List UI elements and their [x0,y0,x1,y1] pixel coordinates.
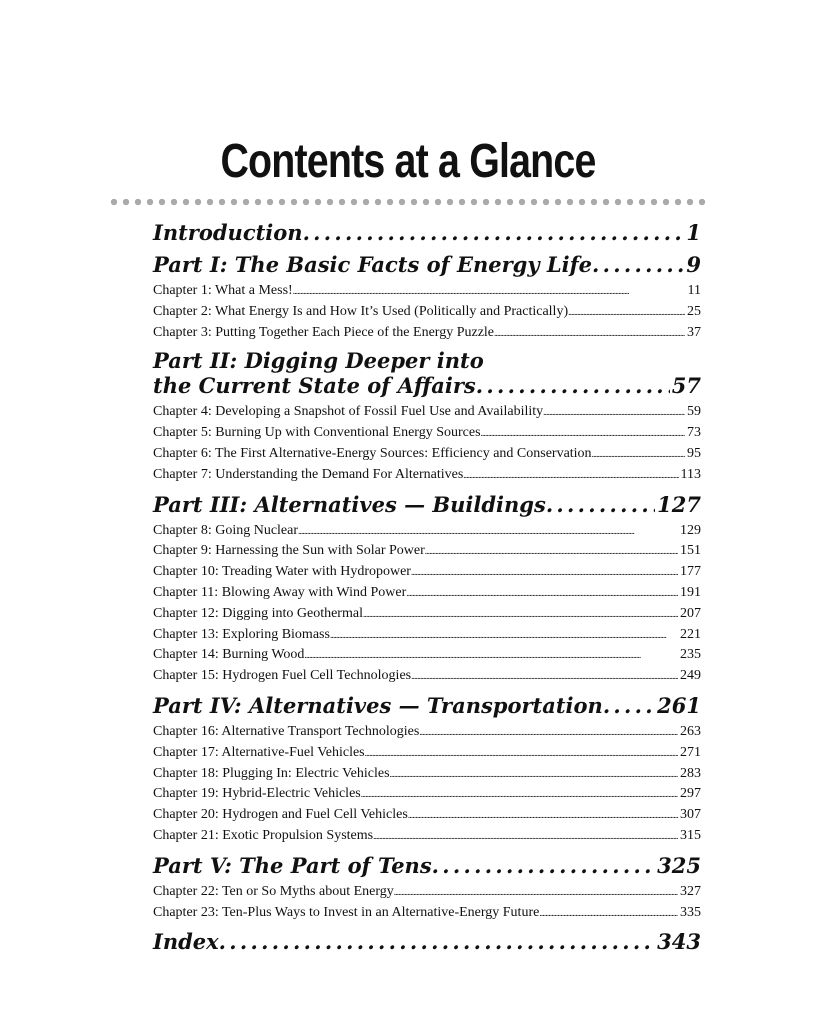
toc-part-label: Part V: The Part of Tens [153,852,432,878]
toc-page-number: 207 [680,605,701,621]
toc-chapter[interactable] [153,302,701,323]
dot-leader [394,882,678,903]
toc-page-number: 315 [680,827,701,843]
toc-chapter[interactable] [153,903,701,924]
toc-chapter-label: Chapter 17: Alternative-Fuel Vehicles [153,744,365,760]
toc-chapter[interactable] [153,444,701,465]
dot-leader [603,693,655,719]
toc-page-number: 151 [680,543,701,559]
dot-leader [390,764,678,785]
dot-leader [432,853,656,879]
dot-leader [568,302,685,323]
toc-chapter-label: Chapter 16: Alternative Transport Technologies [153,723,420,739]
dot-leader [546,492,655,518]
dot-leader [411,666,678,687]
dot-leader [592,444,685,465]
toc-page-number: 9 [686,252,701,277]
toc-chapter-label: Chapter 15: Hydrogen Fuel Cell Technologies [153,668,412,684]
toc-chapter[interactable] [153,465,701,486]
toc-page-number: 59 [687,404,701,420]
toc-chapter[interactable] [153,784,701,805]
toc-page-number: 307 [680,807,701,823]
toc-chapter-label: Chapter 1: What a Mess! [153,283,293,298]
toc-page-number: 73 [687,425,701,441]
toc-page-number: 127 [657,491,701,517]
toc-chapter[interactable] [153,583,701,604]
dot-leader [406,583,678,604]
toc-chapter[interactable] [153,722,701,743]
toc-chapter[interactable] [153,764,701,785]
toc-part-label: Part III: Alternatives — Buildings [153,491,546,517]
toc-chapter-label: Chapter 13: Exploring Biomass [153,626,330,642]
dot-leader [543,402,685,423]
dot-leader [330,625,678,646]
toc-chapter[interactable] [153,743,701,764]
toc-chapter[interactable] [153,423,701,444]
toc-page-number: 191 [680,584,701,600]
dot-leader [361,784,678,805]
toc-page-number: 297 [680,786,701,802]
toc-part-5[interactable] [153,853,701,879]
toc-chapter[interactable] [153,562,701,583]
toc-chapter[interactable] [153,402,701,423]
toc-chapter-list [153,402,701,485]
toc-part-label: Index [153,929,219,955]
toc-page-number: 283 [680,765,701,781]
toc-chapter-label: Chapter 9: Harnessing the Sun with Solar Power [153,543,425,559]
toc-chapter-label: Chapter 8: Going Nuclear [153,522,299,538]
page-title: Contents at a Glance [220,135,596,188]
dot-leader [365,743,678,764]
dot-leader [481,423,685,444]
toc-page-number: 325 [657,852,701,878]
toc-chapter-label: Chapter 10: Treading Water with Hydropower [153,564,411,580]
toc-chapter-label: Chapter 3: Putting Together Each Piece of the Energy Puzzle [153,324,495,340]
toc-page-number: 95 [687,445,701,461]
toc-part-label: Introduction [153,220,303,245]
toc-chapter-label: Chapter 22: Ten or So Myths about Energy [153,883,394,899]
dot-leader [219,929,656,955]
toc-chapter-label: Chapter 14: Burning Wood [153,647,305,663]
toc-chapter-label: Chapter 4: Developing a Snapshot of Fossil Fuel Use and Availability [153,404,544,420]
toc-page-number: 57 [671,373,701,399]
toc-part-label-line2-row [153,373,701,399]
dotted-divider [108,197,708,207]
toc-page-number: 235 [680,647,701,663]
toc-chapter-label: Chapter 2: What Energy Is and How It’s Used (Politically and Practically) [153,303,569,319]
toc-chapter[interactable] [153,541,701,562]
toc-chapter-label: Chapter 23: Ten-Plus Ways to Invest in an Alternative-Energy Future [153,904,540,920]
dot-leader [303,220,685,246]
dot-leader [411,562,678,583]
dot-leader [476,373,670,399]
toc-page-number: 261 [657,692,701,718]
toc-page-number: 1 [686,220,701,245]
table-of-contents [153,220,701,955]
toc-page-number: 113 [680,466,701,482]
toc-part-4[interactable] [153,693,701,719]
toc-chapter-label: Chapter 5: Burning Up with Conventional Energy Sources [153,425,481,441]
toc-page-number: 221 [680,626,701,642]
toc-chapter[interactable] [153,666,701,687]
dot-leader [425,541,678,562]
toc-part-introduction[interactable] [153,220,701,246]
toc-page-number: 177 [680,564,701,580]
toc-page-number: 271 [680,744,701,760]
dot-leader [304,645,678,666]
toc-chapter[interactable] [153,882,701,903]
toc-chapter[interactable] [153,826,701,847]
toc-page-number: 129 [680,522,701,538]
toc-chapter-label: Chapter 20: Hydrogen and Fuel Cell Vehicles [153,807,408,823]
dot-leader [363,604,678,625]
toc-part-label-line1: Part II: Digging Deeper into [153,348,484,374]
toc-chapter-label: Chapter 18: Plugging In: Electric Vehicles [153,765,390,781]
toc-part-label: Part I: The Basic Facts of Energy Life [153,252,592,277]
toc-part-3[interactable] [153,492,701,518]
toc-page-number: 25 [687,303,701,319]
toc-chapter-label: Chapter 21: Exotic Propulsion Systems [153,827,374,843]
toc-page-number: 343 [657,929,701,955]
toc-chapter-list [153,281,701,343]
toc-part-label: Part IV: Alternatives — Transportation [153,692,603,718]
dot-leader [539,903,678,924]
toc-chapter[interactable] [153,645,701,666]
toc-chapter-list [153,882,701,924]
dot-leader [293,281,686,302]
toc-page-number: 37 [687,324,701,340]
toc-chapter-label: Chapter 6: The First Alternative-Energy Sources: Efficiency and Conservation [153,445,592,461]
dot-leader [592,252,684,278]
toc-chapter[interactable] [153,625,701,646]
toc-chapter[interactable] [153,281,701,302]
dot-leader [373,826,678,847]
toc-page-number: 249 [680,668,701,684]
toc-chapter-label: Chapter 11: Blowing Away with Wind Power [153,584,407,600]
toc-chapter-list [153,521,701,687]
toc-page-number: 11 [687,283,701,298]
dot-leader [494,323,685,344]
toc-chapter-list [153,722,701,847]
toc-chapter-label: Chapter 7: Understanding the Demand For Alternatives [153,466,464,482]
toc-chapter-label: Chapter 19: Hybrid-Electric Vehicles [153,786,361,802]
toc-chapter[interactable] [153,604,701,625]
toc-part-label: the Current State of Affairs [153,373,476,399]
toc-chapter[interactable] [153,521,701,542]
dot-leader [419,722,678,743]
toc-page-number: 263 [680,723,701,739]
dot-leader [463,465,678,486]
toc-page-number: 335 [680,904,701,920]
toc-part-1[interactable] [153,252,701,278]
toc-chapter[interactable] [153,323,701,344]
dot-leader [408,805,678,826]
toc-page-number: 327 [680,883,701,899]
toc-part-index[interactable] [153,929,701,955]
toc-chapter[interactable] [153,805,701,826]
dot-leader [298,521,678,542]
toc-part-2[interactable] [153,349,701,399]
toc-chapter-label: Chapter 12: Digging into Geothermal [153,605,363,621]
